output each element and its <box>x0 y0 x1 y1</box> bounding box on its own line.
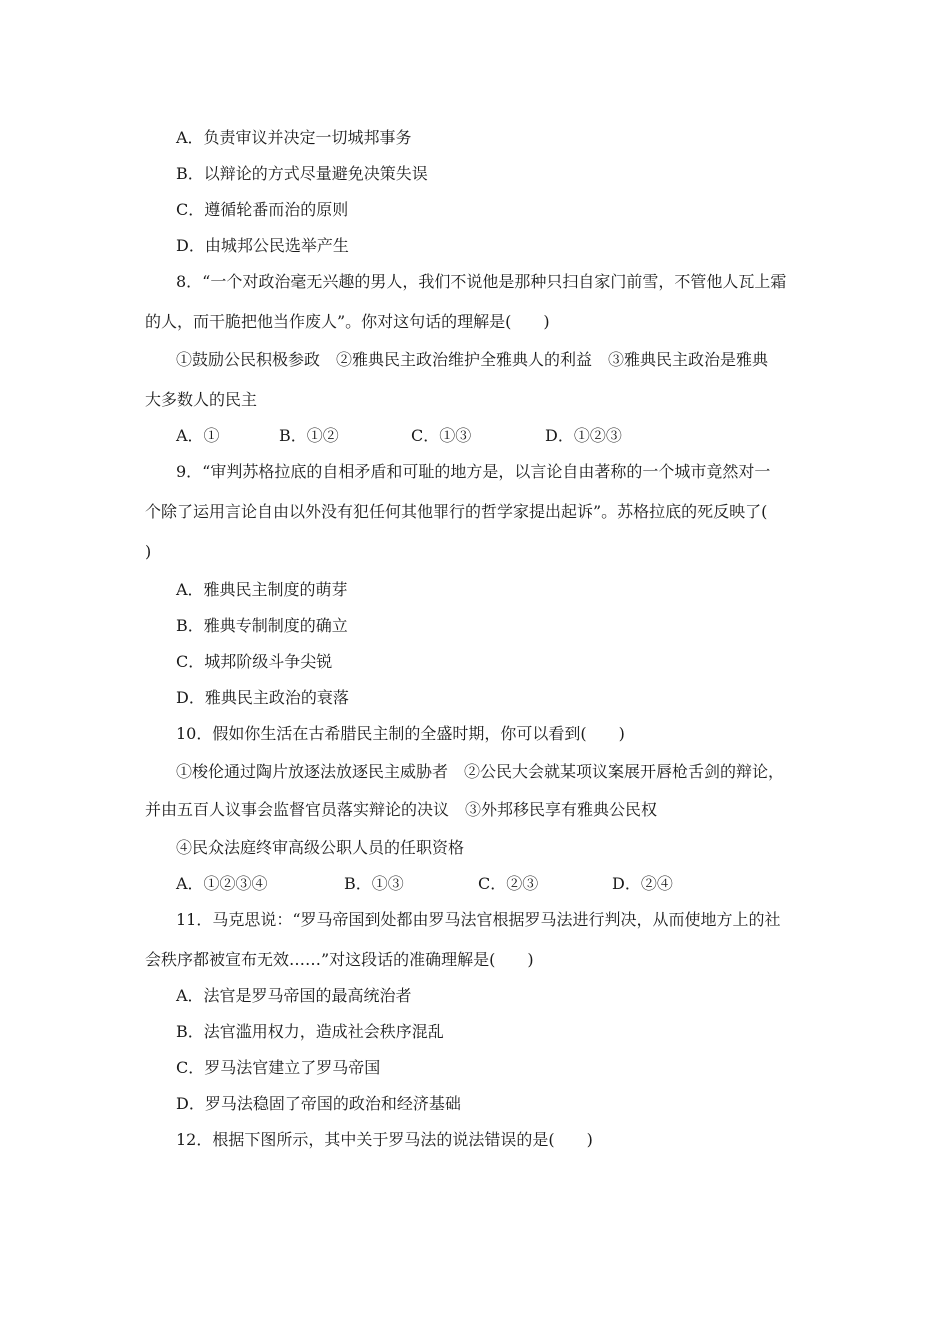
q10-items-line-1: ①梭伦通过陶片放逐法放逐民主威胁者 ②公民大会就某项议案展开唇枪舌剑的辩论， <box>176 762 785 781</box>
q8-option-c: C．①③ <box>411 426 472 445</box>
q10-option-c: C．②③ <box>478 874 539 893</box>
q11-option-b: B．法官滥用权力，造成社会秩序混乱 <box>176 1022 444 1041</box>
q10-option-a: A．①②③④ <box>176 874 268 893</box>
q9-option-c: C．城邦阶级斗争尖锐 <box>176 652 333 671</box>
q9-option-d: D．雅典民主政治的衰落 <box>176 688 349 707</box>
q9-stem-line-2: 个除了运用言论自由以外没有犯任何其他罪行的哲学家提出起诉”。苏格拉底的死反映了( <box>145 502 768 521</box>
q10-options <box>176 874 673 894</box>
q10-items-line-3: ④民众法庭终审高级公职人员的任职资格 <box>176 838 465 857</box>
q7-option-d: D．由城邦公民选举产生 <box>176 236 349 255</box>
q9-stem-line-1: 9．“审判苏格拉底的自相矛盾和可耻的地方是，以言论自由著称的一个城市竟然对一 <box>176 462 771 481</box>
q11-option-c: C．罗马法官建立了罗马帝国 <box>176 1058 381 1077</box>
q11-option-a: A．法官是罗马帝国的最高统治者 <box>176 986 412 1005</box>
q10-items-line-2: 并由五百人议事会监督官员落实辩论的决议 ③外邦移民享有雅典公民权 <box>145 800 658 819</box>
q10-option-b: B．①③ <box>344 874 404 893</box>
q11-stem-line-1: 11．马克思说：“罗马帝国到处都由罗马法官根据罗马法进行判决，从而使地方上的社 <box>176 910 781 929</box>
q7-option-b: B．以辩论的方式尽量避免决策失误 <box>176 164 428 183</box>
q12-stem: 12．根据下图所示，其中关于罗马法的说法错误的是( ) <box>176 1130 593 1149</box>
q7-option-c: C．遵循轮番而治的原则 <box>176 200 349 219</box>
q8-option-b: B．①② <box>279 426 339 445</box>
q10-option-d: D．②④ <box>612 874 673 893</box>
q11-option-d: D．罗马法稳固了帝国的政治和经济基础 <box>176 1094 461 1113</box>
q7-option-a: A．负责审议并决定一切城邦事务 <box>176 128 412 147</box>
q8-items-line-2: 大多数人的民主 <box>145 390 258 409</box>
q9-option-b: B．雅典专制制度的确立 <box>176 616 348 635</box>
q8-options <box>176 426 622 446</box>
q8-items-line-1: ①鼓励公民积极参政 ②雅典民主政治维护全雅典人的利益 ③雅典民主政治是雅典 <box>176 350 769 369</box>
q9-option-a: A．雅典民主制度的萌芽 <box>176 580 348 599</box>
q8-stem-line-1: 8．“一个对政治毫无兴趣的男人，我们不说他是那种只扫自家门前雪，不管他人瓦上霜 <box>176 272 787 291</box>
q8-option-d: D．①②③ <box>545 426 622 445</box>
q11-stem-line-2: 会秩序都被宣布无效……”对这段话的准确理解是( ) <box>145 950 534 969</box>
q10-stem: 10．假如你生活在古希腊民主制的全盛时期，你可以看到( ) <box>176 724 625 743</box>
q9-stem-line-3: ) <box>145 542 152 561</box>
q8-stem-line-2: 的人，而干脆把他当作废人”。你对这句话的理解是( ) <box>145 312 550 331</box>
q8-option-a: A．① <box>176 426 220 445</box>
